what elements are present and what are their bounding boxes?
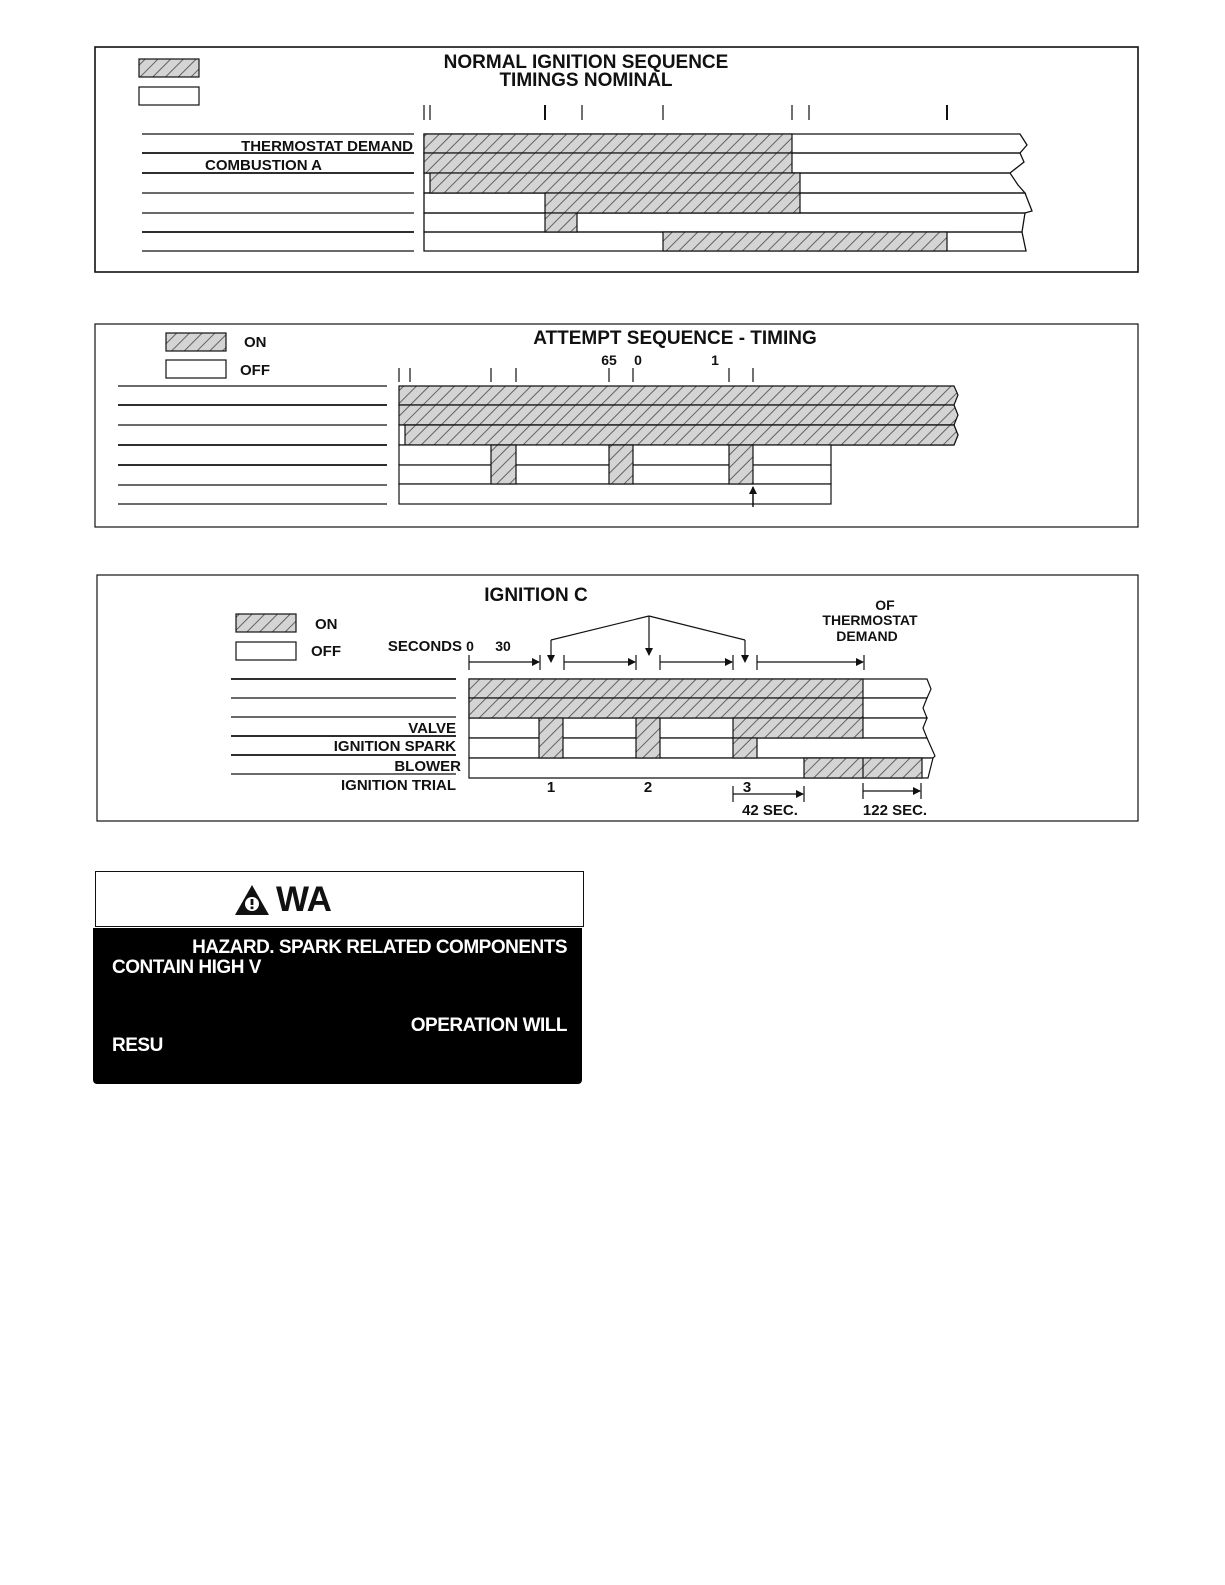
diagram3-callout-lines xyxy=(551,616,745,662)
row-label-combustion: COMBUSTION A xyxy=(205,157,322,174)
warning-title: WA xyxy=(276,880,332,919)
legend-off-label: OFF xyxy=(240,362,270,379)
diagram1-ticks xyxy=(424,105,947,120)
diagram2-title: ATTEMPT SEQUENCE - TIMING xyxy=(533,328,817,349)
seconds-value-0: 0 xyxy=(466,638,474,654)
normal-ignition-sequence-diagram xyxy=(95,47,1138,272)
warning-body xyxy=(93,928,582,1084)
tick-label-65: 65 xyxy=(601,352,617,368)
warning-line-2: CONTAIN HIGH V xyxy=(112,957,261,978)
thermostat-note-line3: DEMAND xyxy=(836,628,898,644)
thermostat-note-line2: THERMOSTAT xyxy=(822,612,918,628)
warning-line-1: HAZARD. SPARK RELATED COMPONENTS xyxy=(192,937,567,958)
row-label-ignition-spark: IGNITION SPARK xyxy=(333,738,456,755)
attempt-sequence-diagram xyxy=(95,324,1138,527)
duration-42-sec: 42 SEC. xyxy=(742,802,798,819)
legend-on-swatch xyxy=(166,333,226,351)
row-label-ignition-trial: IGNITION TRIAL xyxy=(341,777,456,794)
legend-off-swatch xyxy=(236,642,296,660)
tick-label-1: 1 xyxy=(711,352,719,368)
diagram3-interval-arrows xyxy=(469,655,864,670)
trial-number-1: 1 xyxy=(546,779,556,796)
ignition-control-diagram xyxy=(97,575,1138,821)
seconds-label: SECONDS xyxy=(387,638,462,655)
legend-on-label: ON xyxy=(315,616,338,633)
legend-on-swatch xyxy=(236,614,296,632)
row-label-valve: VALVE xyxy=(408,720,456,737)
warning-triangle-icon xyxy=(234,884,270,916)
diagram3-bars xyxy=(469,679,935,778)
diagram3-duration-arrows xyxy=(733,783,921,802)
legend-on-label: ON xyxy=(244,334,267,351)
row-label-blower: BLOWER xyxy=(394,758,461,775)
duration-122-sec: 122 SEC. xyxy=(862,802,928,819)
diagram1-title: NORMAL IGNITION SEQUENCE xyxy=(443,52,729,73)
legend-off-swatch xyxy=(139,87,199,105)
diagram3-title: IGNITION C xyxy=(484,585,588,606)
seconds-value-30: 30 xyxy=(495,638,511,654)
row-label-thermostat-demand: THERMOSTAT DEMAND xyxy=(241,138,413,155)
diagram2-ticks xyxy=(399,368,753,382)
legend-off-swatch xyxy=(166,360,226,378)
legend-on-swatch xyxy=(139,59,199,77)
diagram2-bars xyxy=(399,386,958,504)
warning-line-3: OPERATION WILL xyxy=(410,1015,567,1036)
tick-label-0: 0 xyxy=(634,352,642,368)
warning-header xyxy=(95,871,584,927)
trial-number-2: 2 xyxy=(643,779,653,796)
trial-number-3: 3 xyxy=(742,779,752,796)
diagram2-label-lines xyxy=(118,386,387,504)
thermostat-note-line1: OF xyxy=(875,597,895,613)
legend-off-label: OFF xyxy=(311,643,341,660)
warning-line-4: RESU xyxy=(112,1035,163,1056)
diagram1-subtitle: TIMINGS NOMINAL xyxy=(499,70,673,91)
